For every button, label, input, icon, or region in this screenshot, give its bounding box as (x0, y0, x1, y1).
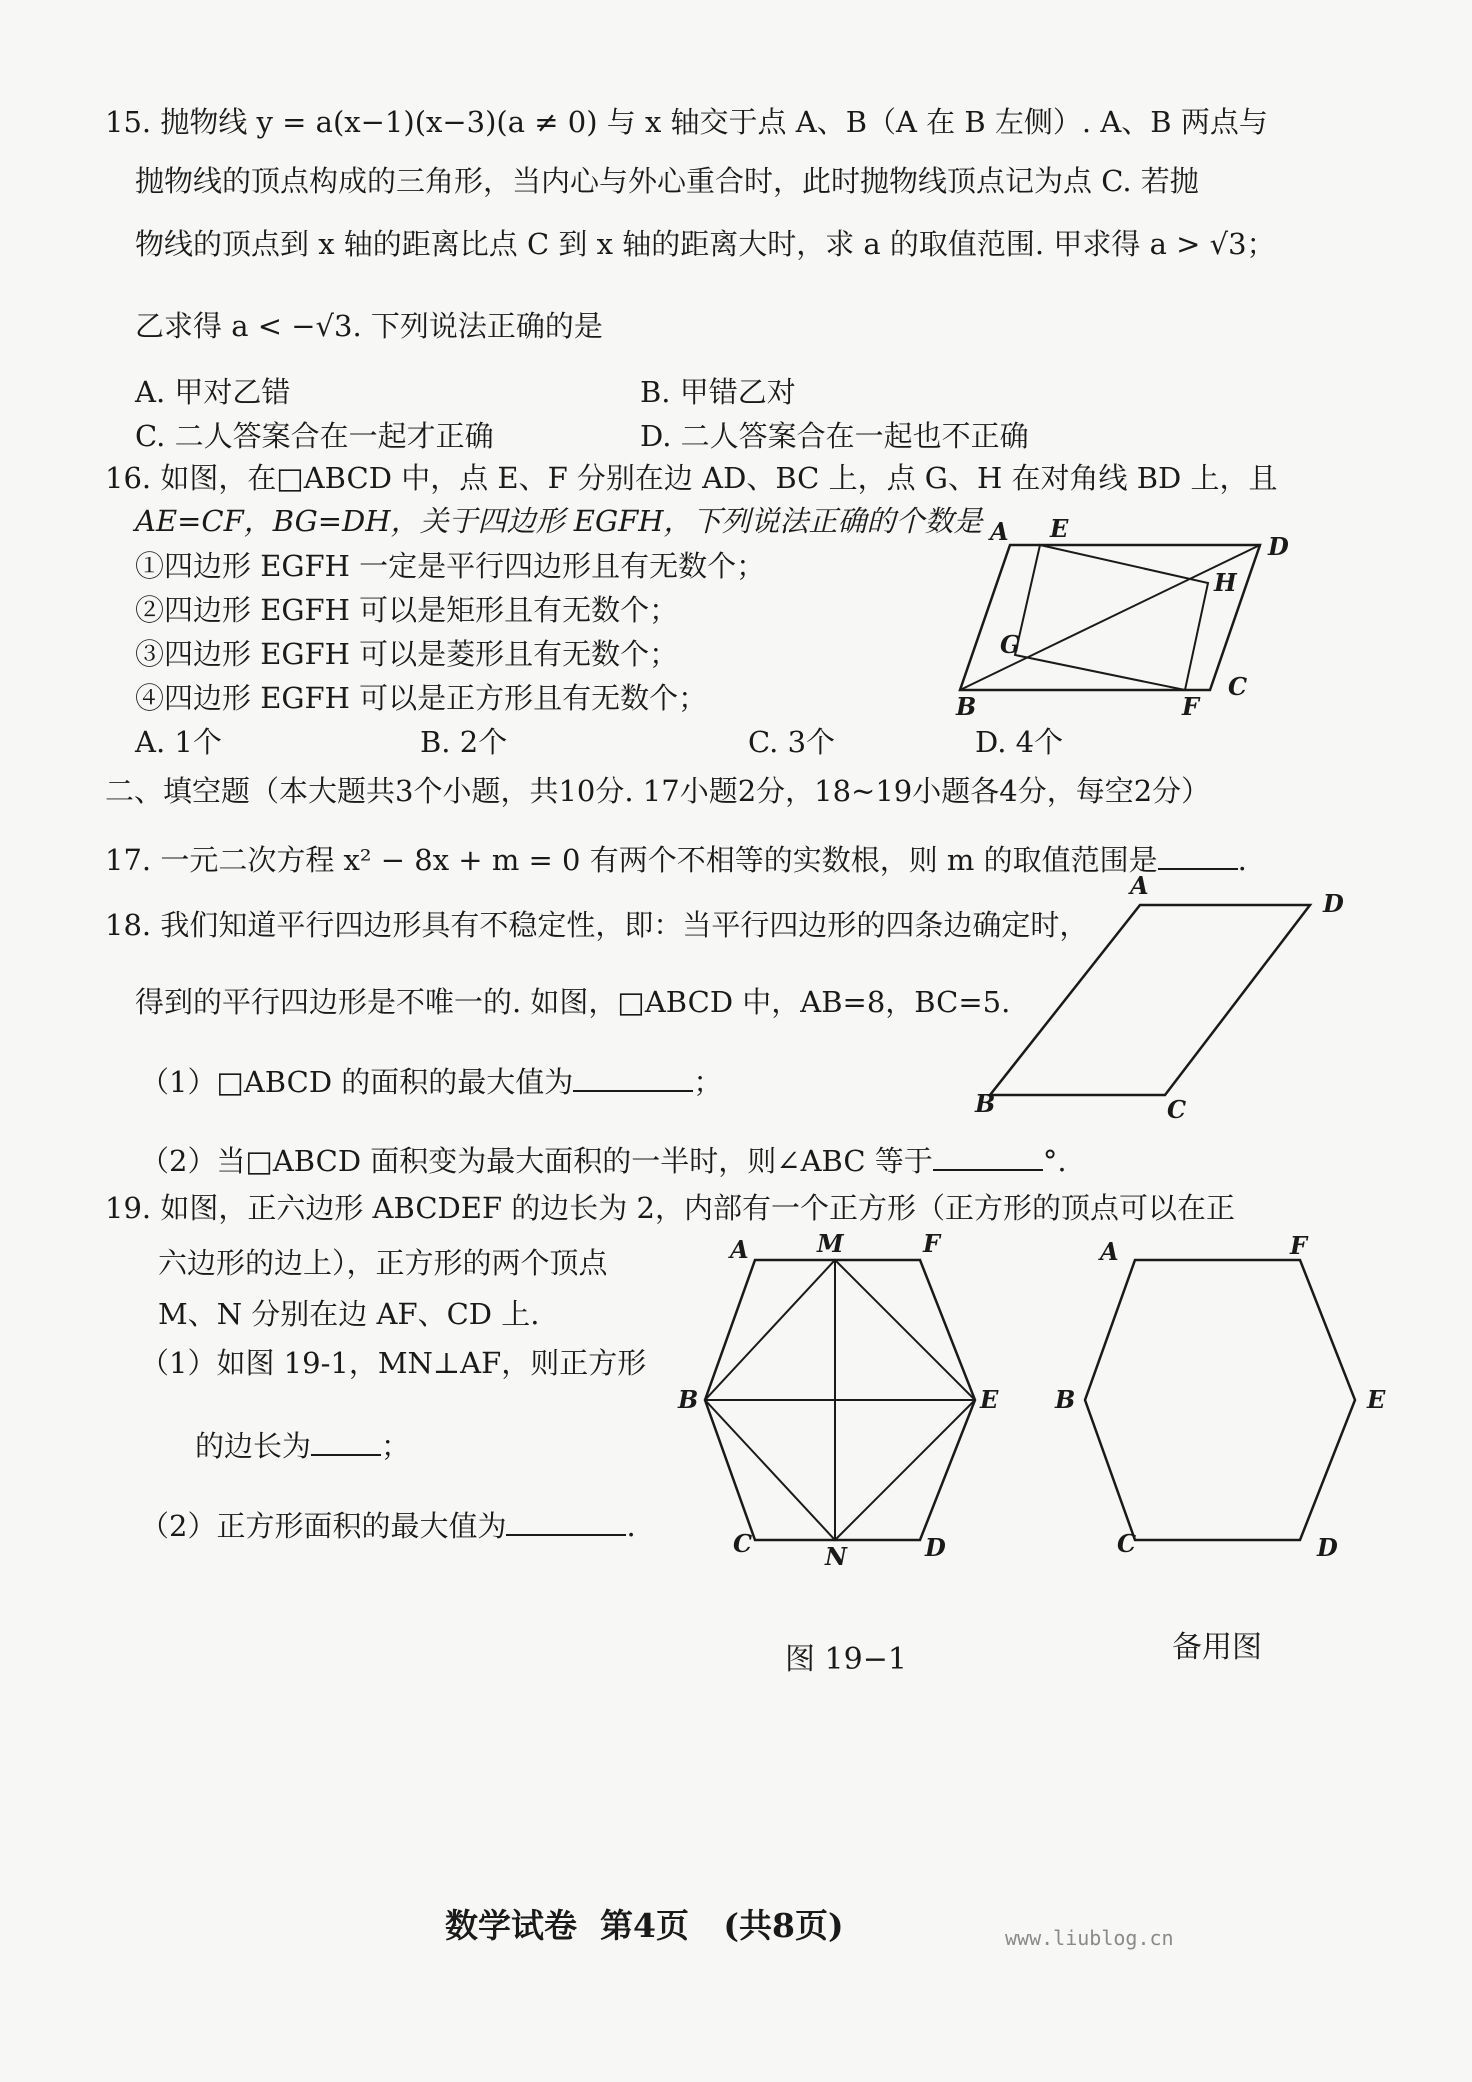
q19-fig1-label-b: B (678, 1385, 699, 1414)
q16-line1: 16. 如图，在□ABCD 中，点 E、F 分别在边 AD、BC 上，点 G、H 在对角线 BD 上，且 (105, 461, 1278, 495)
q16-label-f: F (1182, 692, 1200, 721)
q16-label-h: H (1214, 568, 1237, 597)
q19-part2 (140, 1508, 636, 1544)
q16-label-d: D (1268, 532, 1289, 561)
q19-part2-blank[interactable] (506, 1508, 626, 1536)
q16-label-b: B (956, 692, 977, 721)
q17-end: . (1237, 843, 1247, 877)
q19-fig1-label-c: C (733, 1529, 753, 1558)
q19-fig2-label-d: D (1317, 1533, 1338, 1562)
q16-figure (950, 514, 1290, 721)
q19-fig1-label-e: E (980, 1385, 999, 1414)
q15-option-d: D. 二人答案合在一起也不正确 (640, 419, 1029, 453)
q19-spare-caption: 备用图 (1172, 1630, 1262, 1665)
q19-figure-19-1 (675, 1230, 1015, 1570)
q18-label-b: B (975, 1089, 996, 1118)
q16-statement-1: ①四边形 EGFH 一定是平行四边形且有无数个； (135, 549, 766, 583)
q19-part1b (195, 1428, 410, 1464)
q18-part2-end: °. (1042, 1144, 1067, 1178)
watermark: www.liublog.cn (1005, 1926, 1174, 1950)
q19-fig1-label-a: A (730, 1235, 749, 1264)
q18-part1-end: ； (693, 1065, 723, 1099)
q18-part1-blank[interactable] (573, 1064, 693, 1092)
q19-line3: M、N 分别在边 AF、CD 上. (158, 1297, 540, 1331)
q18-line2: 得到的平行四边形是不唯一的. 如图，□ABCD 中，AB=8，BC=5. (135, 985, 1011, 1019)
q16-statement-4: ④四边形 EGFH 可以是正方形且有无数个； (135, 681, 708, 715)
q19-part1a: （1）如图 19-1，MN⊥AF，则正方形 (140, 1346, 647, 1380)
q16-statement-3: ③四边形 EGFH 可以是菱形且有无数个； (135, 637, 679, 671)
q19-part2-text: （2）正方形面积的最大值为 (140, 1509, 507, 1543)
q16-line2: AE=CF，BG=DH，关于四边形 EGFH，下列说法正确的个数是 (135, 504, 983, 538)
q16-option-a: A. 1个 (135, 725, 222, 759)
q18-line1: 18. 我们知道平行四边形具有不稳定性，即：当平行四边形的四条边确定时， (105, 908, 1089, 942)
q19-fig2-label-e: E (1367, 1385, 1386, 1414)
q19-line1: 19. 如图，正六边形 ABCDEF 的边长为 2，内部有一个正方形（正方形的顶点可以在正 (105, 1191, 1235, 1225)
q17-text: 17. 一元二次方程 x² − 8x + m = 0 有两个不相等的实数根，则 m 的取值范围是 (105, 843, 1158, 877)
q16-statement-2: ②四边形 EGFH 可以是矩形且有无数个； (135, 593, 679, 627)
q18-label-a: A (1130, 871, 1149, 900)
q19-part1-end: ； (381, 1429, 411, 1463)
q17-text-line (105, 842, 1247, 878)
q19-fig1-caption: 图 19−1 (785, 1642, 907, 1677)
q18-part2-blank[interactable] (933, 1143, 1043, 1171)
q19-spare-figure (1055, 1230, 1395, 1570)
q19-fig1-label-m: M (817, 1229, 844, 1258)
q16-label-e: E (1050, 514, 1069, 543)
q19-fig1-label-f: F (923, 1229, 941, 1258)
q18-part2-text: （2）当□ABCD 面积变为最大面积的一半时，则∠ABC 等于 (140, 1144, 933, 1178)
q19-fig2-label-f: F (1290, 1231, 1308, 1260)
q19-fig2-label-b: B (1055, 1385, 1076, 1414)
q16-label-a: A (990, 517, 1009, 546)
q16-label-c: C (1228, 672, 1248, 701)
q19-part2-end: . (626, 1509, 636, 1543)
q18-label-d: D (1323, 889, 1344, 918)
q17-answer-blank[interactable] (1158, 842, 1238, 870)
q19-part1-blank[interactable] (311, 1428, 381, 1456)
q15-option-a: A. 甲对乙错 (135, 375, 291, 409)
q18-part1 (140, 1064, 722, 1100)
q15-option-b: B. 甲错乙对 (640, 375, 796, 409)
q16-option-c: C. 3个 (748, 725, 836, 759)
q18-part2 (140, 1143, 1067, 1179)
q19-fig1-label-d: D (925, 1533, 946, 1562)
q15-option-c: C. 二人答案合在一起才正确 (135, 419, 494, 453)
q15-line2: 抛物线的顶点构成的三角形，当内心与外心重合时，此时抛物线顶点记为点 C. 若抛 (135, 164, 1199, 198)
q18-label-c: C (1167, 1095, 1187, 1124)
q18-figure (975, 871, 1344, 1124)
section-2-title: 二、填空题（本大题共3个小题，共10分. 17小题2分，18~19小题各4分，每空2分） (105, 774, 1211, 808)
q19-part1b-text: 的边长为 (195, 1429, 312, 1463)
q19-fig2-label-c: C (1117, 1529, 1137, 1558)
q19-fig1-label-n: N (825, 1542, 847, 1571)
q15-line1: 15. 抛物线 y = a(x−1)(x−3)(a ≠ 0) 与 x 轴交于点 A、B（A 在 B 左侧）. A、B 两点与 (105, 105, 1268, 139)
q16-option-d: D. 4个 (975, 725, 1064, 759)
q16-label-g: G (1000, 630, 1021, 659)
q19-fig2-label-a: A (1100, 1237, 1119, 1266)
page-footer: 数学试卷 第4页 (共8页) (445, 1906, 844, 1945)
q16-option-b: B. 2个 (420, 725, 508, 759)
q15-line3: 物线的顶点到 x 轴的距离比点 C 到 x 轴的距离大时，求 a 的取值范围. 甲求得 a > √3； (135, 227, 1276, 261)
q15-line4: 乙求得 a < −√3. 下列说法正确的是 (135, 309, 603, 343)
q19-line2: 六边形的边上），正方形的两个顶点 (158, 1246, 608, 1280)
q18-part1-text: （1）□ABCD 的面积的最大值为 (140, 1065, 574, 1099)
